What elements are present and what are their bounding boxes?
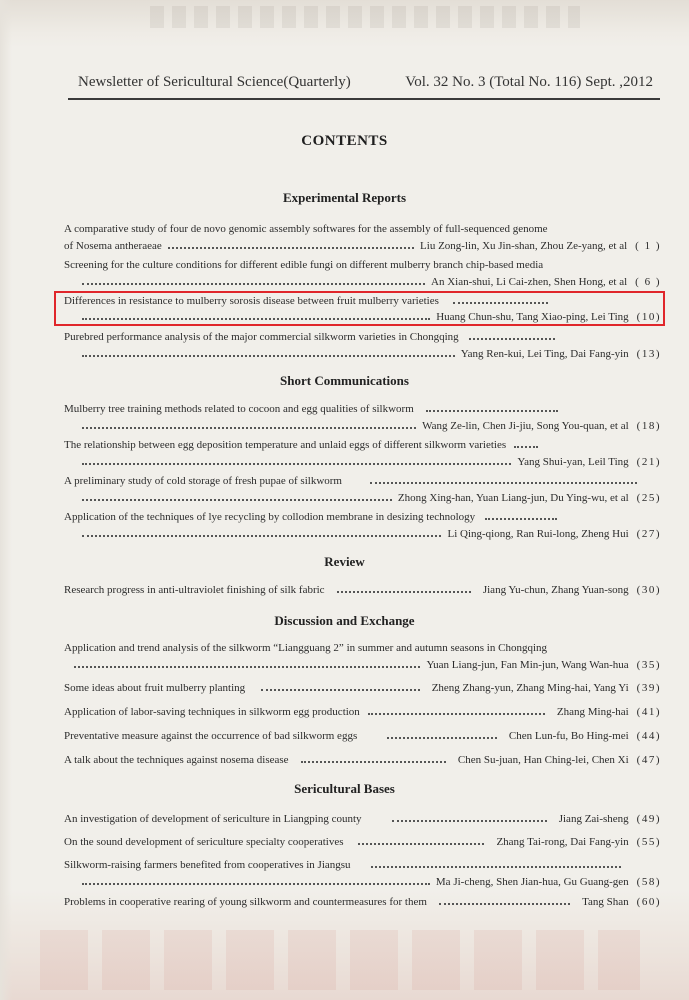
leader-dots xyxy=(392,820,547,822)
leader-dots xyxy=(469,338,555,340)
toc-entry[interactable] xyxy=(64,582,661,598)
issue-info: Vol. 32 No. 3 (Total No. 116) Sept. ,2012 xyxy=(405,74,653,90)
toc-entry-line xyxy=(64,401,661,417)
entry-title: A preliminary study of cold storage of fresh pupae of silkworm xyxy=(64,475,342,487)
toc-entry-line xyxy=(64,257,661,273)
entry-authors: Tang Shan xyxy=(582,896,629,908)
entry-page: (44) xyxy=(636,730,661,742)
toc-entry[interactable] xyxy=(64,274,661,290)
leader-dots xyxy=(82,283,425,285)
entry-authors: Ma Ji-cheng, Shen Jian-hua, Gu Guang-gen xyxy=(435,876,629,888)
entry-page: ( 1 ) xyxy=(635,240,661,252)
leader-dots xyxy=(371,866,621,868)
page-title: CONTENTS xyxy=(301,133,388,149)
toc-entry-line xyxy=(64,329,661,345)
toc-entry[interactable] xyxy=(64,874,661,890)
entry-page: (27) xyxy=(636,528,661,540)
entry-title: Application of labor-saving techniques in silkworm egg production xyxy=(64,706,360,718)
entry-page: (25) xyxy=(636,492,661,504)
entry-authors: Chen Lun-fu, Bo Hing-mei xyxy=(508,730,629,742)
entry-title: Mulberry tree training methods related to cocoon and egg qualities of silkworm xyxy=(64,403,414,415)
entry-authors: Liu Zong-lin, Xu Jin-shan, Zhou Ze-yang, et al xyxy=(420,240,628,252)
entry-authors: Zhang Ming-hai xyxy=(556,706,629,718)
toc-entry-line xyxy=(64,293,661,309)
entry-authors: Wang Ze-lin, Chen Ji-jiu, Song You-quan, et al xyxy=(422,420,629,432)
leader-dots xyxy=(453,302,548,304)
toc-entry[interactable] xyxy=(64,752,661,768)
entry-authors: Yang Ren-kui, Lei Ting, Dai Fang-yin xyxy=(460,348,629,360)
toc-entry-line xyxy=(64,221,661,237)
entry-title: An investigation of development of sericulture in Liangping county xyxy=(64,813,362,825)
section-title-experimental-reports: Experimental Reports xyxy=(282,190,407,205)
entry-authors: Zhong Xing-han, Yuan Liang-jun, Du Ying-wu, et al xyxy=(397,492,629,504)
toc-entry[interactable] xyxy=(64,346,661,362)
toc-entry[interactable] xyxy=(64,834,661,850)
entry-authors: Jiang Zai-sheng xyxy=(558,813,629,825)
leader-dots xyxy=(301,761,446,763)
toc-entry[interactable] xyxy=(64,811,661,827)
entry-authors: Yang Shui-yan, Leil Ting xyxy=(517,456,629,468)
toc-entry-line xyxy=(64,437,661,453)
entry-authors: Chen Su-juan, Han Ching-lei, Chen Xi xyxy=(457,754,629,766)
entry-title: Problems in cooperative rearing of young silkworm and countermeasures for them xyxy=(64,896,427,908)
entry-authors: Jiang Yu-chun, Zhang Yuan-song xyxy=(482,584,629,596)
entry-authors: Huang Chun-shu, Tang Xiao-ping, Lei Ting xyxy=(436,311,629,323)
entry-page: (35) xyxy=(636,659,661,671)
leader-dots xyxy=(168,247,414,249)
header-rule xyxy=(68,98,660,100)
entry-page: (39) xyxy=(636,682,661,694)
toc-entry[interactable] xyxy=(64,657,661,673)
entry-title: Purebred performance analysis of the major commercial silkworm varieties in Chongqing xyxy=(64,331,459,343)
leader-dots xyxy=(485,518,557,520)
toc-entry-line xyxy=(64,509,661,525)
entry-title: A talk about the techniques against nosema disease xyxy=(64,754,289,766)
toc-entry-line xyxy=(64,857,661,873)
leader-dots xyxy=(82,318,430,320)
entry-title: Application of the techniques of lye recycling by collodion membrane in desizing technology xyxy=(64,511,476,523)
entry-authors: Zheng Zhang-yun, Zhang Ming-hai, Yang Yi xyxy=(431,682,629,694)
leader-dots xyxy=(82,355,455,357)
running-header xyxy=(78,74,653,94)
leader-dots xyxy=(82,883,430,885)
toc-entry[interactable] xyxy=(64,680,661,696)
entry-title: Silkworm-raising farmers benefited from cooperatives in Jiangsu xyxy=(64,859,351,871)
leader-dots xyxy=(358,843,485,845)
leader-dots xyxy=(82,463,511,465)
entry-title: Research progress in anti-ultraviolet finishing of silk fabric xyxy=(64,584,325,596)
entry-title: Application and trend analysis of the silkworm “Liangguang 2” in summer and autumn seasons in Chongqing xyxy=(64,642,547,654)
section-title-short-communications: Short Communications xyxy=(280,373,409,388)
toc-entry[interactable] xyxy=(64,894,661,910)
entry-title: On the sound development of sericulture specialty cooperatives xyxy=(64,836,344,848)
entry-page: (60) xyxy=(636,896,661,908)
page-edge-shadow xyxy=(0,0,12,1000)
entry-title: A comparative study of four de novo genomic assembly softwares for the assembly of full-sequenced genome xyxy=(64,223,548,235)
entry-title: The relationship between egg deposition temperature and unlaid eggs of different silkworm varieties xyxy=(64,439,507,451)
entry-page: (55) xyxy=(636,836,661,848)
leader-dots xyxy=(439,903,570,905)
leader-dots xyxy=(370,482,637,484)
leader-dots xyxy=(261,689,420,691)
leader-dots xyxy=(368,713,545,715)
toc-entry[interactable] xyxy=(64,418,661,434)
toc-entry[interactable] xyxy=(64,526,661,542)
leader-dots xyxy=(514,446,538,448)
leader-dots xyxy=(337,591,471,593)
leader-dots xyxy=(426,410,558,412)
leader-dots xyxy=(82,535,441,537)
leader-dots xyxy=(387,737,497,739)
entry-title-cont: of Nosema antheraeae xyxy=(64,240,162,252)
entry-page: (10) xyxy=(636,311,661,323)
toc-entry[interactable] xyxy=(64,454,661,470)
entry-page: (18) xyxy=(636,420,661,432)
entry-title: Differences in resistance to mulberry sorosis disease between fruit mulberry varieties xyxy=(64,295,439,307)
section-title-sericultural-bases: Sericultural Bases xyxy=(294,781,395,796)
toc-entry[interactable] xyxy=(64,728,661,744)
entry-authors: An Xian-shui, Li Cai-zhen, Shen Hong, et al xyxy=(431,276,628,288)
entry-title: Screening for the culture conditions for different edible fungi on different mulberry branch chip-based media xyxy=(64,259,544,271)
toc-entry[interactable] xyxy=(64,490,661,506)
toc-entry[interactable] xyxy=(64,309,661,325)
entry-page: (58) xyxy=(636,876,661,888)
page-top-bleed xyxy=(0,0,689,48)
entry-authors: Yuan Liang-jun, Fan Min-jun, Wang Wan-hua xyxy=(426,659,629,671)
leader-dots xyxy=(82,499,392,501)
entry-page: (30) xyxy=(636,584,661,596)
entry-title: Some ideas about fruit mulberry planting xyxy=(64,682,246,694)
journal-name: Newsletter of Sericultural Science(Quarterly) xyxy=(78,74,351,90)
entry-title: Preventative measure against the occurrence of bad silkworm eggs xyxy=(64,730,358,742)
section-title-discussion-exchange: Discussion and Exchange xyxy=(274,613,415,628)
leader-dots xyxy=(74,666,420,668)
entry-authors: Li Qing-qiong, Ran Rui-long, Zheng Hui xyxy=(447,528,629,540)
toc-entry-line xyxy=(64,473,661,489)
entry-page: (47) xyxy=(636,754,661,766)
entry-page: (49) xyxy=(636,813,661,825)
toc-entry-line xyxy=(64,640,661,656)
entry-authors: Zhang Tai-rong, Dai Fang-yin xyxy=(496,836,629,848)
entry-page: (13) xyxy=(636,348,661,360)
leader-dots xyxy=(82,427,416,429)
toc-entry[interactable] xyxy=(64,238,661,254)
entry-page: ( 6 ) xyxy=(635,276,661,288)
entry-page: (21) xyxy=(636,456,661,468)
section-title-review: Review xyxy=(324,554,365,569)
toc-entry[interactable] xyxy=(64,704,661,720)
entry-page: (41) xyxy=(636,706,661,718)
